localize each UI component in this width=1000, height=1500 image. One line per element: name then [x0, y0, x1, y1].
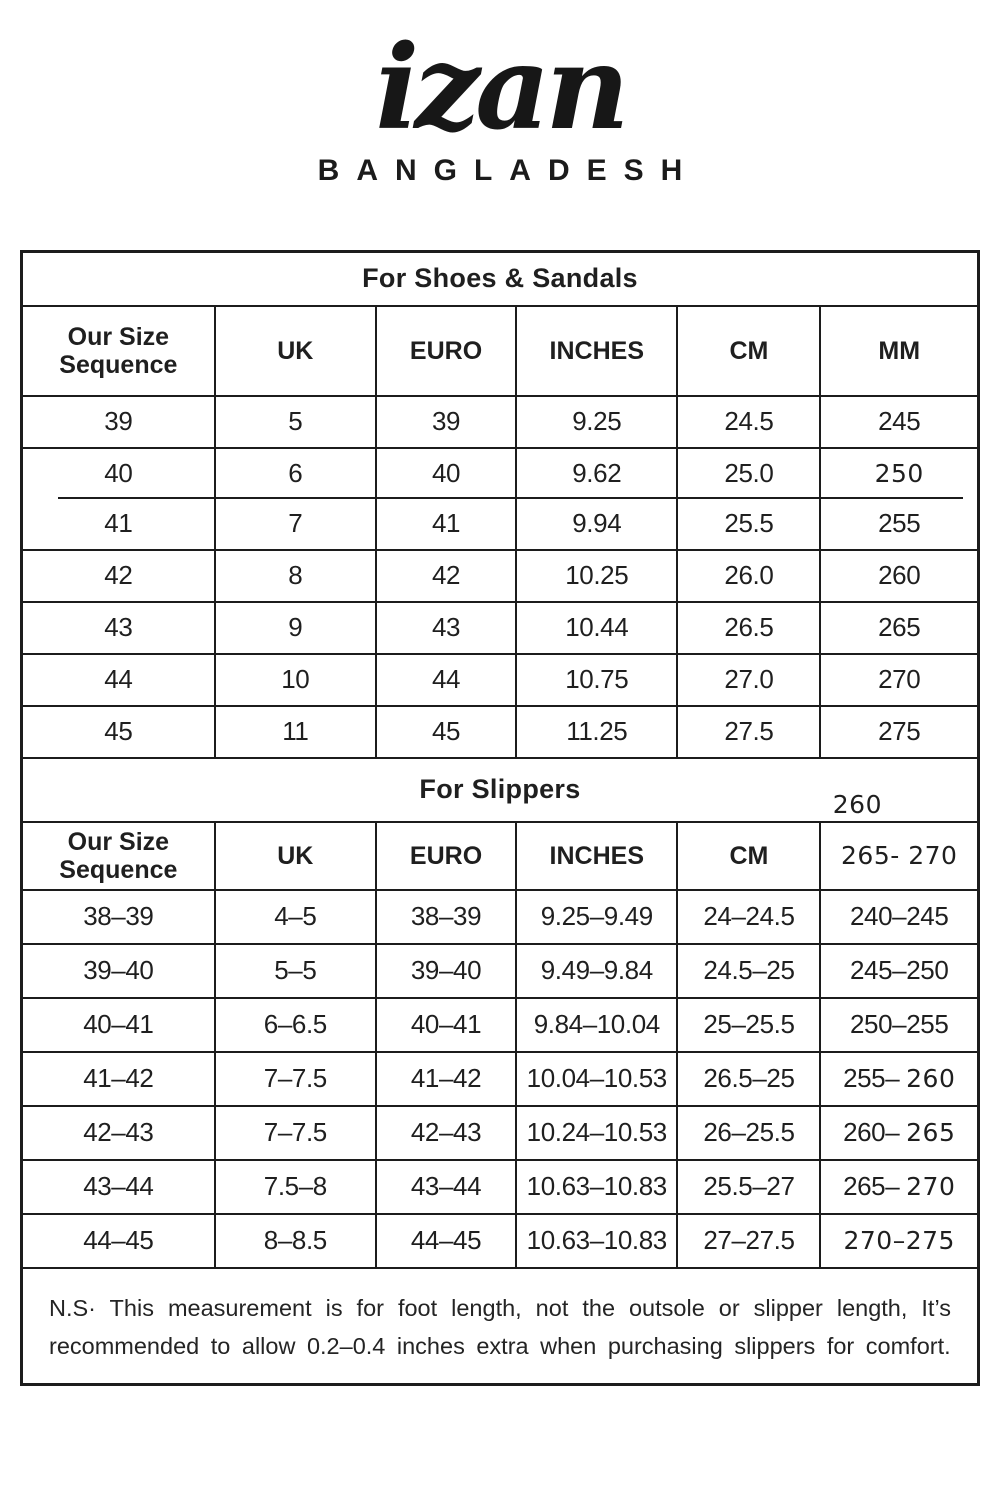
table-cell: 245–250: [850, 955, 949, 986]
column-header: Our Size Sequence: [23, 823, 216, 889]
slippers-table-title-text: For Slippers: [419, 774, 581, 805]
table-cell: 40–41: [377, 999, 517, 1051]
table-cell: 25–25.5: [678, 999, 821, 1051]
column-header: EURO: [377, 307, 517, 395]
table-cell: 5–5: [216, 945, 377, 997]
column-header: UK: [216, 307, 377, 395]
table-cell: 245: [878, 406, 921, 437]
table-cell: 25.0: [678, 449, 821, 499]
table-cell: 6–6.5: [216, 999, 377, 1051]
table-cell: [821, 1215, 977, 1267]
table-cell: 25.5–27: [678, 1161, 821, 1213]
table-cell: 10: [216, 655, 377, 705]
slippers-table-title: [23, 759, 977, 823]
shoes-table-title: [23, 253, 977, 307]
shoes-table: [23, 307, 977, 759]
table-cell: 7–7.5: [216, 1053, 377, 1105]
table-cell: 38–39: [377, 891, 517, 943]
column-header: [821, 823, 977, 889]
table-cell: 7: [216, 499, 377, 549]
table-cell: 40: [23, 449, 216, 499]
table-cell: [821, 1107, 977, 1159]
column-header: INCHES: [517, 307, 678, 395]
table-row: [23, 1053, 977, 1107]
table-cell: 11: [216, 707, 377, 757]
table-cell: 42: [377, 551, 517, 601]
column-header: EURO: [377, 823, 517, 889]
table-cell: 25.5: [678, 499, 821, 549]
table-cell: 38–39: [23, 891, 216, 943]
column-header: MM: [878, 336, 921, 365]
table-cell: 26–25.5: [678, 1107, 821, 1159]
table-cell: 8–8.5: [216, 1215, 377, 1267]
table-cell: 44: [377, 655, 517, 705]
table-cell: 11.25: [517, 707, 678, 757]
table-cell: 9.84–10.04: [517, 999, 678, 1051]
table-cell: 10.63–10.83: [517, 1215, 678, 1267]
size-chart: [20, 250, 980, 1386]
table-cell: 41: [23, 499, 216, 549]
table-cell: 43: [23, 603, 216, 653]
table-cell: 40: [377, 449, 517, 499]
table-cell: 240–245: [850, 901, 949, 932]
table-row: [23, 397, 977, 449]
brand-logo: [0, 0, 1000, 188]
slippers-table: [23, 823, 977, 1269]
table-cell: 10.04–10.53: [517, 1053, 678, 1105]
table-row: [23, 999, 977, 1053]
table-row: [23, 551, 977, 603]
table-row: [23, 1107, 977, 1161]
cell-text: 255–: [843, 1063, 907, 1094]
table-cell: 5: [216, 397, 377, 447]
column-header: Our Size Sequence: [23, 307, 216, 395]
table-cell: 27.5: [678, 707, 821, 757]
table-cell: 250–255: [850, 1009, 949, 1040]
column-header: UK: [216, 823, 377, 889]
table-cell: 42–43: [377, 1107, 517, 1159]
table-cell: 41–42: [377, 1053, 517, 1105]
cell-text: 260–: [843, 1117, 907, 1148]
table-cell: 42–43: [23, 1107, 216, 1159]
measurement-note: N.S· This measurement is for foot length, not the outsole or slipper length, It’s recommended to allow 0.2–0.4 inches extra when purchasing slippers for comfort.: [49, 1294, 951, 1359]
table-cell: 43: [377, 603, 517, 653]
table-cell: 10.63–10.83: [517, 1161, 678, 1213]
table-row: [23, 655, 977, 707]
table-cell: 26.5–25: [678, 1053, 821, 1105]
table-cell: 44–45: [23, 1215, 216, 1267]
table-cell: 7.5–8: [216, 1161, 377, 1213]
table-row: [23, 707, 977, 759]
table-cell: 10.24–10.53: [517, 1107, 678, 1159]
table-cell: 39–40: [377, 945, 517, 997]
header-row: [23, 307, 977, 397]
table-row: [23, 1215, 977, 1269]
table-cell: 26.5: [678, 603, 821, 653]
table-cell: 43–44: [377, 1161, 517, 1213]
table-row: [23, 499, 977, 551]
table-cell: 44–45: [377, 1215, 517, 1267]
table-cell: [821, 1053, 977, 1105]
table-cell: 39: [23, 397, 216, 447]
table-cell: 27.0: [678, 655, 821, 705]
edited-overlay-text: 250: [874, 458, 924, 488]
table-cell: 27–27.5: [678, 1215, 821, 1267]
table-cell: 9.25–9.49: [517, 891, 678, 943]
table-cell: 8: [216, 551, 377, 601]
table-cell: 43–44: [23, 1161, 216, 1213]
brand-country: BANGLADESH: [317, 153, 700, 187]
table-cell: 45: [23, 707, 216, 757]
table-cell: 41: [377, 499, 517, 549]
table-cell: 275: [878, 716, 921, 747]
table-row: [23, 1161, 977, 1215]
table-cell: 9.94: [517, 499, 678, 549]
edited-overlay-text: 260: [906, 1063, 956, 1093]
table-cell: 41–42: [23, 1053, 216, 1105]
edited-overlay-text: 265- 270: [841, 840, 958, 870]
table-cell: 44: [23, 655, 216, 705]
table-cell: 10.25: [517, 551, 678, 601]
cell-text: 265–: [843, 1171, 907, 1202]
table-cell: 39: [377, 397, 517, 447]
table-cell: [821, 449, 977, 499]
table-cell: 24.5–25: [678, 945, 821, 997]
brand-name: izan: [375, 20, 625, 156]
table-cell: 9: [216, 603, 377, 653]
column-header: CM: [678, 307, 821, 395]
column-header: CM: [678, 823, 821, 889]
table-cell: [821, 1161, 977, 1213]
table-cell: 260: [878, 560, 921, 591]
table-row: [23, 603, 977, 655]
table-cell: 6: [216, 449, 377, 499]
table-cell: 40–41: [23, 999, 216, 1051]
table-cell: 26.0: [678, 551, 821, 601]
table-cell: 9.25: [517, 397, 678, 447]
table-cell: 10.75: [517, 655, 678, 705]
table-cell: 10.44: [517, 603, 678, 653]
edited-overlay-text: 265: [906, 1117, 956, 1147]
column-header: INCHES: [517, 823, 678, 889]
table-cell: 42: [23, 551, 216, 601]
table-cell: 255: [878, 508, 921, 539]
table-cell: 9.62: [517, 449, 678, 499]
table-cell: 7–7.5: [216, 1107, 377, 1159]
table-row: [23, 449, 977, 499]
table-cell: 270: [878, 664, 921, 695]
edited-overlay-text: 270–275: [843, 1225, 955, 1255]
table-cell: 24–24.5: [678, 891, 821, 943]
table-cell: 39–40: [23, 945, 216, 997]
table-cell: 24.5: [678, 397, 821, 447]
table-cell: 45: [377, 707, 517, 757]
header-row: [23, 823, 977, 891]
shoes-table-title-text: For Shoes & Sandals: [362, 263, 638, 294]
table-cell: 4–5: [216, 891, 377, 943]
table-row: [23, 945, 977, 999]
table-row: [23, 891, 977, 945]
edited-overlay-text: 270: [906, 1171, 956, 1201]
table-cell: 265: [878, 612, 921, 643]
table-cell: 9.49–9.84: [517, 945, 678, 997]
edited-overlay-text: 260: [832, 789, 882, 819]
